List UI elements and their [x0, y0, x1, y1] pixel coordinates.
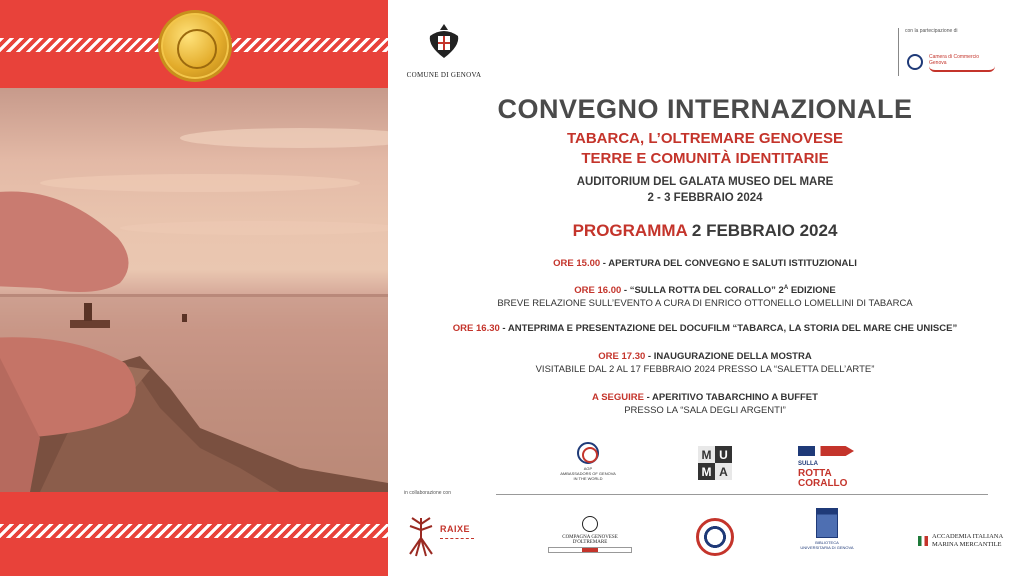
rotta-word2: CORALLO	[798, 478, 848, 489]
chamber-name-line2: Genova	[929, 60, 947, 66]
tree-roots-icon	[404, 514, 438, 558]
program-date: 2 FEBBRAIO 2024	[691, 221, 838, 240]
chamber-swoosh-icon	[929, 66, 995, 72]
rotta-text	[798, 458, 854, 489]
program-time: ORE 16.30	[452, 323, 500, 334]
italian-flag-icon	[918, 536, 928, 546]
swan-emblem-logo	[696, 518, 734, 556]
raixe-logo	[404, 514, 478, 560]
program-item	[400, 282, 1010, 310]
accademia-line1: ACCADEMIA ITALIANA	[932, 533, 1004, 540]
program-item	[400, 257, 1010, 270]
program-title: - APERTURA DEL CONVEGNO E SALUTI ISTITUZIONALI	[600, 258, 857, 269]
flag-icon	[798, 446, 854, 456]
program-title-superscript: A	[783, 285, 789, 291]
aop-caption	[558, 466, 618, 481]
rotta-corallo-logo	[798, 446, 854, 489]
muma-letter: M	[698, 446, 715, 463]
seascape-illustration	[0, 88, 388, 492]
genoa-cross-band	[548, 547, 632, 553]
striped-band-bottom	[0, 524, 388, 538]
program-item	[400, 391, 1010, 417]
seal-icon	[582, 516, 598, 532]
biblioteca-line1: BIBLIOTECA	[815, 540, 839, 545]
program-title: - ANTEPRIMA E PRESENTAZIONE DEL DOCUFILM “TABARCA, LA STORIA DEL MARE CHE UNISCE”	[499, 323, 958, 334]
program-time: ORE 16.00	[574, 285, 622, 297]
program-time: A SEGUIRE	[592, 392, 644, 403]
raixe-rule	[440, 538, 474, 546]
program-heading	[400, 221, 1010, 241]
accademia-marina-logo	[918, 532, 1010, 552]
biblioteca-caption	[798, 540, 856, 550]
city-logo-caption: COMUNE DI GENOVA	[406, 71, 482, 79]
program-description: VISITABILE DAL 2 AL 17 FEBBRAIO 2024 PRESSO LA “SALETTA DELL’ARTE”	[535, 364, 875, 375]
program-title: - INAUGURAZIONE DELLA MOSTRA	[645, 351, 812, 362]
raixe-text: RAIXE	[440, 524, 471, 534]
genova-crest-icon	[424, 22, 464, 62]
chamber-name-line1: Camera di Commercio	[929, 54, 980, 60]
accademia-text	[932, 533, 1003, 549]
partner-label: con la partecipazione di	[905, 28, 958, 34]
chamber-roundel-icon	[907, 54, 923, 70]
chamber-of-commerce-logo	[907, 52, 1003, 74]
building-icon	[816, 508, 838, 538]
program-item	[400, 322, 1010, 335]
biblioteca-line2: UNIVERSITARIA DI GENOVA	[800, 545, 854, 550]
comune-genova-logo	[404, 22, 484, 79]
collaboration-divider	[496, 494, 988, 495]
rotta-prefix: SULLA	[798, 461, 818, 467]
aop-caption-line1: AGP	[583, 466, 593, 471]
ambassadors-genova-logo	[558, 442, 618, 486]
program-title: - APERITIVO TABARCHINO A BUFFET	[643, 392, 818, 403]
aop-caption-line2: AMBASSADORS OF GENOVA IN THE WORLD	[560, 471, 616, 481]
left-artwork-panel	[0, 0, 388, 576]
compagna-caption: COMPAGNA GENOVESE D'OLTREMARE	[562, 535, 618, 545]
muma-letter: M	[698, 463, 715, 480]
event-venue: AUDITORIUM DEL GALATA MUSEO DEL MARE	[576, 176, 834, 188]
program-word: PROGRAMMA	[572, 221, 688, 240]
program-description: BREVE RELAZIONE SULL’EVENTO A CURA DI ENRICO OTTONELLO LOMELLINI DI TABARCA	[497, 298, 913, 310]
event-subtitle-line1: TABARCA, L’OLTREMARE GENOVESE	[566, 130, 844, 147]
muma-logo	[698, 446, 732, 480]
muma-letter: A	[715, 463, 732, 480]
gold-coin-icon	[158, 10, 232, 82]
compagna-genovese-logo	[548, 516, 632, 558]
seascape-photo	[0, 88, 388, 492]
chamber-name	[929, 54, 979, 66]
event-title: CONVEGNO INTERNAZIONALE	[497, 94, 913, 124]
globe-icon	[577, 442, 599, 464]
program-item	[400, 350, 1010, 376]
collaboration-label: in collaborazione con	[404, 490, 451, 496]
rotta-word1: ROTTA	[798, 468, 832, 479]
accademia-line2: MARINA MERCANTILE	[932, 541, 1002, 548]
muma-letter: U	[715, 446, 732, 463]
partner-logo-box	[898, 28, 1008, 76]
program-time: ORE 15.00	[553, 258, 601, 269]
program-title: - “SULLA ROTTA DEL CORALLO” 2	[621, 285, 784, 297]
program-description: PRESSO LA “SALA DEGLI ARGENTI”	[624, 405, 786, 416]
program-time: ORE 17.30	[598, 351, 646, 362]
biblioteca-universitaria-logo	[798, 508, 856, 560]
event-dates: 2 - 3 FEBBRAIO 2024	[647, 192, 763, 204]
program-title-end: EDIZIONE	[788, 285, 836, 297]
event-subtitle-line2: TERRE E COMUNITÀ IDENTITARIE	[581, 150, 829, 167]
